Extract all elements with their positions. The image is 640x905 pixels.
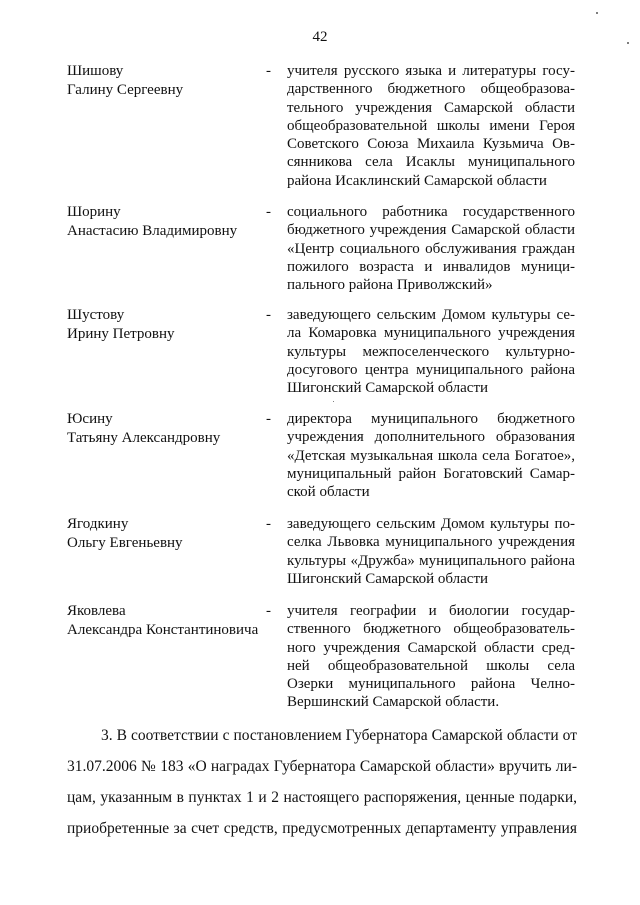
awardee-position-line: Вершинский Самарской области. (287, 694, 500, 711)
awardee-position-line: района Исаклинский Самарской области (287, 172, 547, 189)
awardee-position-line: сянникова села Исаклы муниципального (287, 154, 575, 171)
awardee-position-line: пожилого возраста и инвалидов муници- (287, 258, 575, 275)
awardee-position-line: селка Львовка муниципального учреждения (287, 534, 575, 551)
awardee-position-line: дарственного бюджетного общеобразова- (287, 81, 575, 98)
awardee-name-line: Анастасию Владимировну (67, 223, 238, 239)
awardee-position-line: ней общеобразовательной школы села (287, 657, 575, 674)
awardee-position-line: учителя географии и биологии государ- (287, 603, 575, 619)
awardee-name-line: Юсину (67, 411, 113, 427)
awardee-position-line: директора муниципального бюджетного (287, 411, 575, 427)
awardee-position-line: заведующего сельским Домом культуры по- (287, 516, 575, 532)
dash-separator: - (266, 516, 271, 532)
awardee-position-line: учреждения дополнительного образования (287, 429, 575, 446)
paragraph-line: 31.07.2006 № 183 «О наградах Губернатора Самарской области» вручить ли- (67, 758, 577, 775)
dash-separator: - (266, 307, 271, 323)
awardee-position-line: культуры межпоселенческого культурно- (287, 343, 575, 360)
paragraph-line: 3. В соответствии с постановлением Губернатора Самарской области от (101, 727, 577, 744)
awardee-name-line: Татьяну Александровну (67, 430, 221, 446)
awardee-position-line: ской области (287, 484, 370, 501)
awardee-position (287, 515, 575, 588)
awardee-position-line: общеобразовательной школы имени Героя (287, 117, 575, 134)
awardee-position-line: бюджетного учреждения Самарской области (287, 222, 575, 239)
awardee-position-line: культуры «Дружба» муниципального района (287, 552, 575, 569)
awardee-name-line: Ольгу Евгеньевну (67, 535, 183, 551)
paragraph-line: приобретенные за счет средств, предусмотренных департаменту управления (67, 820, 577, 837)
paragraph-line: цам, указанным в пунктах 1 и 2 настоящего распоряжения, ценные подарки, (67, 789, 577, 806)
awardee-name (67, 602, 258, 640)
awardee-name (67, 62, 183, 100)
awardee-position-line: социального работника государственного (287, 204, 575, 220)
awardee-name-line: Александра Константиновича (67, 622, 259, 638)
awardee-name-line: Шустову (67, 307, 125, 323)
awardee-position-line: Советского Союза Михаила Кузьмича Ов- (287, 136, 575, 153)
awardee-position (287, 306, 575, 397)
awardee-name-line: Ягодкину (67, 516, 129, 532)
awardee-position-line: Озерки муниципального района Челно- (287, 676, 575, 693)
awardee-name-line: Ирину Петровну (67, 326, 175, 342)
awardee-name (67, 306, 174, 344)
awardee-position-line: Шигонский Самарской области (287, 380, 489, 397)
scan-speck (627, 42, 629, 44)
awardee-name-line: Шишову (67, 63, 124, 79)
awardee-position-line: «Детская музыкальная школа села Богатое», (287, 447, 575, 464)
awardee-position-line: досугового центра муниципального района (287, 361, 575, 378)
awardee-position-line: «Центр социального обслуживания граждан (287, 240, 575, 257)
awardee-position (287, 62, 575, 190)
awardee-name (67, 203, 237, 241)
awardee-position-line: Шигонский Самарской области (287, 570, 489, 587)
dash-separator: - (266, 63, 271, 79)
awardee-name (67, 410, 220, 448)
awardee-position-line: тельного учреждения Самарской области (287, 99, 575, 116)
awardee-position (287, 203, 575, 294)
scan-speck (333, 401, 334, 402)
awardee-position-line: ного учреждения Самарской области сред- (287, 639, 575, 656)
dash-separator: - (266, 204, 271, 220)
awardee-position (287, 410, 575, 501)
awardee-name-line: Яковлева (67, 603, 126, 619)
dash-separator: - (266, 411, 271, 427)
scan-speck (596, 12, 598, 14)
awardee-position-line: муниципальный район Богатовский Самар- (287, 465, 575, 482)
awardee-name-line: Галину Сергеевну (67, 82, 184, 98)
page-number: 42 (312, 29, 328, 45)
awardee-position-line: заведующего сельским Домом культуры се- (287, 307, 575, 323)
awardee-position (287, 602, 575, 712)
awardee-position-line: учителя русского языка и литературы госу- (287, 63, 575, 79)
awardee-position-line: ла Комаровка муниципального учреждения (287, 325, 575, 342)
awardee-position-line: ственного бюджетного общеобразователь- (287, 621, 575, 638)
awardee-name (67, 515, 183, 553)
awardee-position-line: пального района Приволжский» (287, 277, 493, 294)
dash-separator: - (266, 603, 271, 619)
awardee-name-line: Шорину (67, 204, 121, 220)
